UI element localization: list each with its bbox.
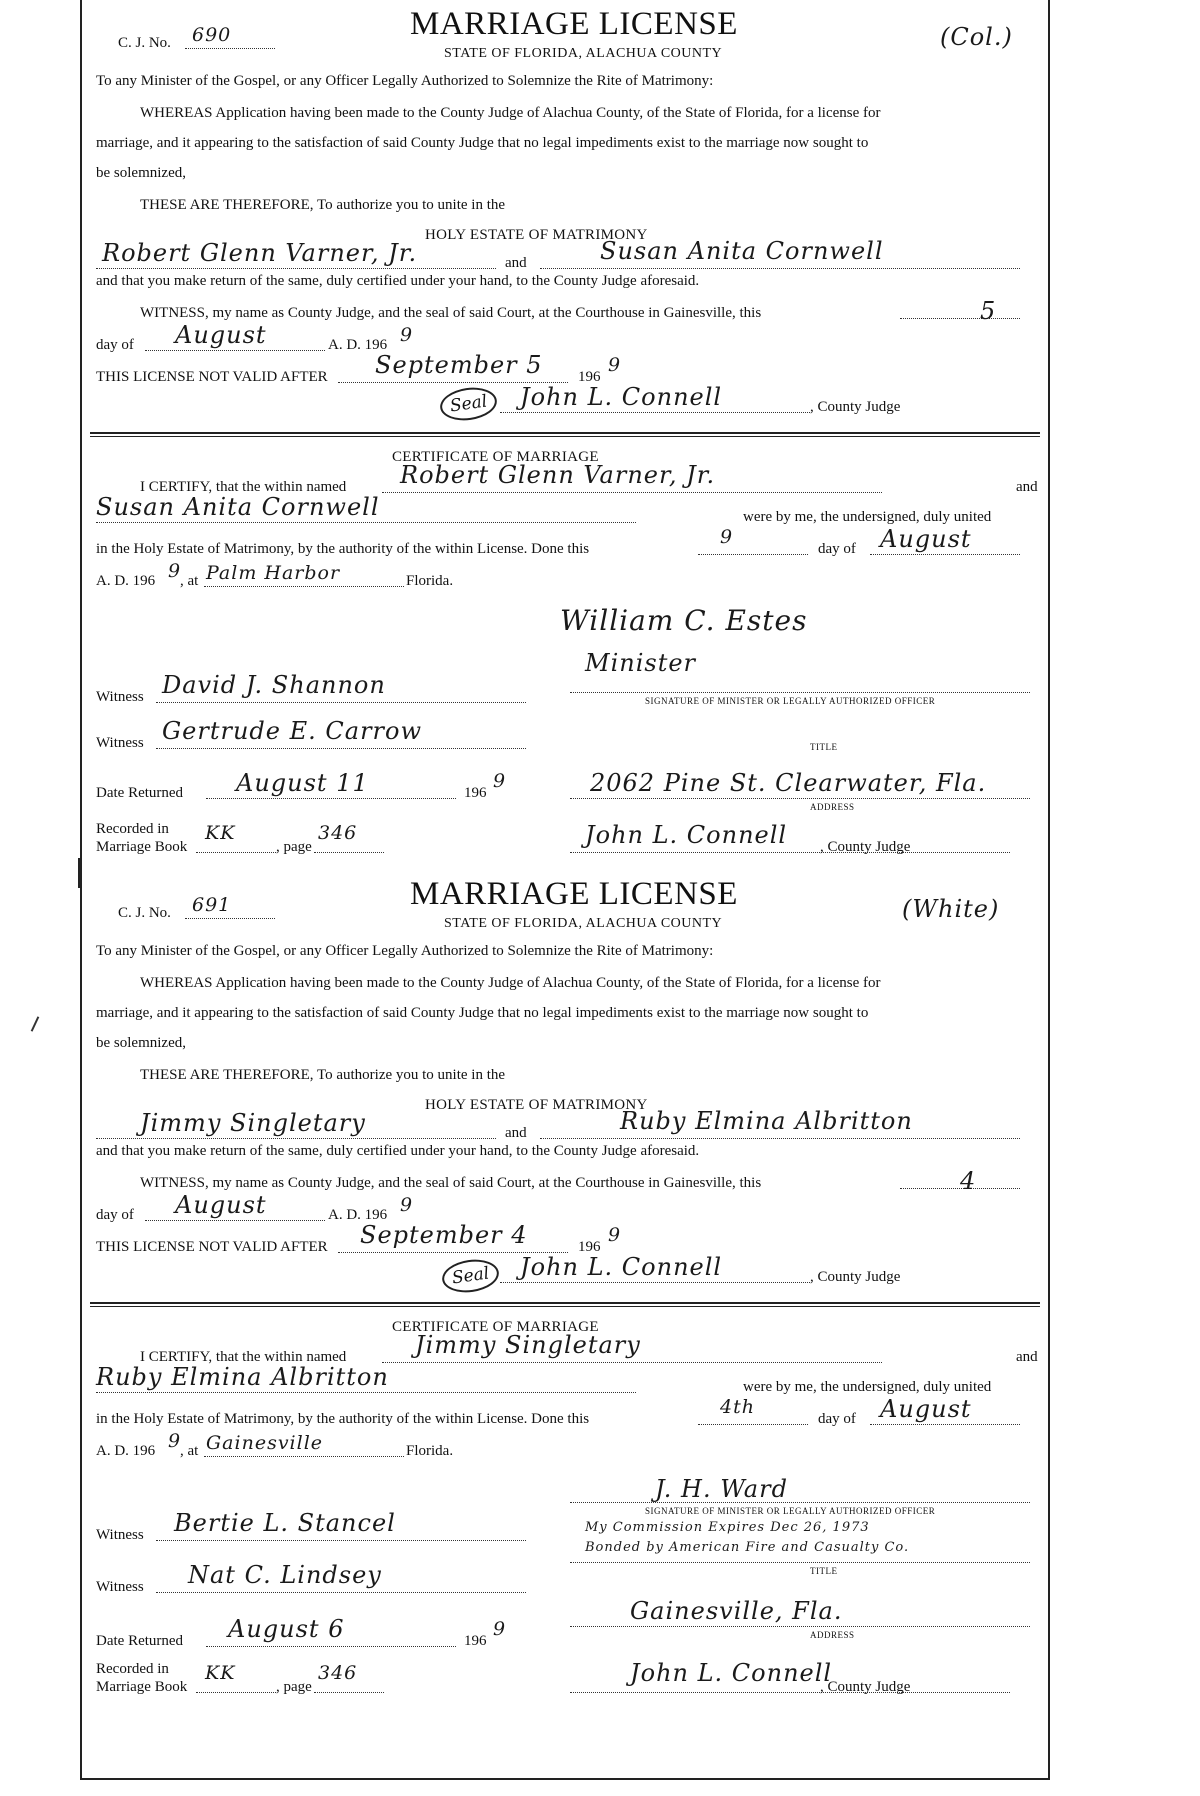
divider-rule-thin — [90, 1306, 1040, 1307]
page-label: , page — [276, 839, 312, 855]
judge-signature: John L. Connell — [520, 383, 723, 411]
not-valid-year: 9 — [608, 1224, 622, 1246]
date-returned-label: Date Returned — [96, 785, 184, 801]
certificate-heading: CERTIFICATE OF MARRIAGE — [392, 1319, 599, 1335]
cert-judge-signature-line — [570, 852, 1010, 853]
whereas-line-1: WHEREAS Application having been made to the County Judge of Alachua County, of the State of Florida, for a license for — [140, 105, 881, 121]
divider-rule — [90, 432, 1040, 434]
cert-groom-name: Robert Glenn Varner, Jr. — [400, 461, 716, 489]
witness-line: WITNESS, my name as County Judge, and the seal of said Court, at the Courthouse in Gainesville, this — [140, 1175, 762, 1191]
witness-day: 5 — [980, 297, 997, 325]
cert-county-judge-label: , County Judge — [820, 839, 911, 855]
date-returned-line — [206, 798, 456, 799]
not-valid-label: THIS LICENSE NOT VALID AFTER — [96, 369, 328, 385]
not-valid-date: September 4 — [360, 1221, 528, 1249]
ad-label: A. D. 196 — [328, 337, 388, 353]
whereas-line-3: be solemnized, — [96, 165, 186, 181]
month-line — [145, 1220, 325, 1221]
date-returned-line — [206, 1646, 456, 1647]
address-line: To any Minister of the Gospel, or any Officer Legally Authorized to Solemnize the Rite of Matrimony: — [96, 943, 714, 959]
judge-signature-line — [500, 412, 810, 413]
race-note: (White) — [902, 895, 1000, 923]
witness-1-label: Witness — [96, 689, 144, 705]
cert-at-label: , at — [180, 1443, 199, 1459]
cert-ad-label: A. D. 196 — [96, 1443, 156, 1459]
witness-day: 4 — [960, 1167, 977, 1195]
place-line — [204, 586, 404, 587]
done-day: 4th — [720, 1396, 755, 1418]
cert-bride-line — [96, 1392, 636, 1393]
license-subtitle: STATE OF FLORIDA, ALACHUA COUNTY — [444, 916, 723, 931]
day-of-label: day of — [96, 337, 134, 353]
witness-2-name: Nat C. Lindsey — [188, 1561, 382, 1589]
groom-name: Robert Glenn Varner, Jr. — [102, 239, 418, 267]
ad-label: A. D. 196 — [328, 1207, 388, 1223]
officer-signature: William C. Estes — [560, 604, 808, 637]
returned-year-label: 196 — [464, 785, 487, 801]
bride-name: Ruby Elmina Albritton — [620, 1107, 913, 1135]
certify-label: I CERTIFY, that the within named — [140, 1349, 347, 1365]
place-name: Gainesville — [206, 1432, 324, 1454]
cj-number: 690 — [192, 24, 232, 46]
book-line — [196, 852, 276, 853]
groom-name: Jimmy Singletary — [140, 1109, 366, 1137]
officer-signature-line — [570, 1502, 1030, 1503]
license-year: 9 — [400, 1194, 414, 1216]
officer-signature-line — [570, 692, 1030, 693]
divider-rule — [90, 1302, 1040, 1304]
and-label: and — [505, 1125, 527, 1141]
holy-estate-heading: HOLY ESTATE OF MATRIMONY — [425, 227, 648, 243]
whereas-line-3: be solemnized, — [96, 1035, 186, 1051]
title-caption: TITLE — [810, 742, 838, 752]
done-month: August — [880, 525, 972, 553]
witness-1-label: Witness — [96, 1527, 144, 1543]
frame-left-border — [80, 0, 82, 1778]
cert-year: 9 — [168, 1430, 182, 1452]
returned-year: 9 — [493, 770, 507, 792]
frame-mid-mark — [78, 858, 80, 888]
seal-stamp: Seal — [438, 384, 499, 424]
page-line — [314, 1692, 384, 1693]
witness-1-name: Bertie L. Stancel — [174, 1509, 396, 1537]
cert-and-label: and — [1016, 479, 1038, 495]
returned-year: 9 — [493, 1618, 507, 1640]
address-line: To any Minister of the Gospel, or any Officer Legally Authorized to Solemnize the Rite of Matrimony: — [96, 73, 714, 89]
certify-label: I CERTIFY, that the within named — [140, 479, 347, 495]
divider-rule-thin — [90, 436, 1040, 437]
recorded-in-label: Recorded in — [96, 821, 169, 837]
cert-day-of-label: day of — [818, 1411, 856, 1427]
cj-number: 691 — [192, 894, 232, 916]
recorded-in-label: Recorded in — [96, 1661, 169, 1677]
holy-estate-heading: HOLY ESTATE OF MATRIMONY — [425, 1097, 648, 1113]
united-label: were by me, the undersigned, duly united — [743, 509, 992, 525]
seal-stamp: Seal — [440, 1256, 501, 1296]
place-line — [204, 1456, 404, 1457]
date-returned: August 11 — [236, 769, 369, 797]
license-month: August — [175, 321, 267, 349]
returned-year-label: 196 — [464, 1633, 487, 1649]
groom-line — [96, 268, 496, 269]
groom-line — [96, 1138, 496, 1139]
page-value: 346 — [318, 1662, 358, 1684]
license-year: 9 — [400, 324, 414, 346]
whereas-line-2: marriage, and it appearing to the satisfaction of said County Judge that no legal impediments exist to the marriage now sought to — [96, 1005, 869, 1021]
date-returned-label: Date Returned — [96, 1633, 184, 1649]
witness-2-label: Witness — [96, 1579, 144, 1595]
date-returned: August 6 — [228, 1615, 345, 1643]
frame-right-border — [1048, 0, 1050, 1778]
cert-groom-line — [382, 1362, 882, 1363]
cert-day-of-label: day of — [818, 541, 856, 557]
cert-at-label: , at — [180, 573, 199, 589]
judge-signature: John L. Connell — [520, 1253, 723, 1281]
officer-title: Minister — [585, 649, 697, 677]
marriage-book-label: Marriage Book — [96, 1679, 188, 1695]
license-title: MARRIAGE LICENSE — [410, 6, 738, 42]
witness-line: WITNESS, my name as County Judge, and the seal of said Court, at the Courthouse in Gainesville, this — [140, 305, 762, 321]
whereas-line-1: WHEREAS Application having been made to the County Judge of Alachua County, of the State of Florida, for a license for — [140, 975, 881, 991]
license-month: August — [175, 1191, 267, 1219]
witness-2-line — [156, 1592, 526, 1593]
witness-2-name: Gertrude E. Carrow — [162, 717, 423, 745]
done-month-line — [870, 1424, 1020, 1425]
certificate-heading: CERTIFICATE OF MARRIAGE — [392, 449, 599, 465]
witness-1-name: David J. Shannon — [162, 671, 386, 699]
bride-line — [540, 1138, 1020, 1139]
and-label: and — [505, 255, 527, 271]
return-line: and that you make return of the same, duly certified under your hand, to the County Judge aforesaid. — [96, 1143, 700, 1159]
cj-number-line — [185, 48, 275, 49]
cert-judge-signature: John L. Connell — [630, 1659, 833, 1687]
officer-address: Gainesville, Fla. — [630, 1597, 843, 1625]
margin-pen-mark — [31, 1016, 40, 1031]
judge-signature-line — [500, 1282, 810, 1283]
cert-judge-signature-line — [570, 1692, 1010, 1693]
title-caption: TITLE — [810, 1566, 838, 1576]
cert-year: 9 — [168, 560, 182, 582]
florida-label: Florida. — [406, 573, 454, 589]
officer-address: 2062 Pine St. Clearwater, Fla. — [590, 769, 987, 797]
united-label: were by me, the undersigned, duly united — [743, 1379, 992, 1395]
not-valid-label: THIS LICENSE NOT VALID AFTER — [96, 1239, 328, 1255]
bride-line — [540, 268, 1020, 269]
witness-2-line — [156, 748, 526, 749]
address-line — [570, 1626, 1030, 1627]
officer-caption: SIGNATURE OF MINISTER OR LEGALLY AUTHORIZED OFFICER — [645, 696, 936, 706]
witness-1-line — [156, 702, 526, 703]
cert-bride-line — [96, 522, 636, 523]
license-title: MARRIAGE LICENSE — [410, 876, 738, 912]
cert-and-label: and — [1016, 1349, 1038, 1365]
bride-name: Susan Anita Cornwell — [600, 237, 884, 265]
done-month: August — [880, 1395, 972, 1423]
race-note: (Col.) — [940, 23, 1013, 51]
cert-bride-name: Susan Anita Cornwell — [96, 493, 380, 521]
officer-caption: SIGNATURE OF MINISTER OR LEGALLY AUTHORIZED OFFICER — [645, 1506, 936, 1516]
place-name: Palm Harbor — [206, 562, 341, 584]
cert-bride-name: Ruby Elmina Albritton — [96, 1363, 389, 1391]
officer-title-line — [570, 1562, 1030, 1563]
book-value: KK — [205, 822, 236, 844]
address-caption: ADDRESS — [810, 802, 855, 812]
page-label: , page — [276, 1679, 312, 1695]
not-valid-year-label: 196 — [578, 369, 601, 385]
cert-ad-label: A. D. 196 — [96, 573, 156, 589]
whereas-line-2: marriage, and it appearing to the satisfaction of said County Judge that no legal impediments exist to the marriage now sought to — [96, 135, 869, 151]
page-line — [314, 852, 384, 853]
done-day-line — [698, 554, 808, 555]
page-value: 346 — [318, 822, 358, 844]
cj-label: C. J. No. — [118, 905, 171, 921]
done-day: 9 — [720, 526, 734, 548]
month-line — [145, 350, 325, 351]
witness-2-label: Witness — [96, 735, 144, 751]
marriage-book-label: Marriage Book — [96, 839, 188, 855]
not-valid-year-label: 196 — [578, 1239, 601, 1255]
witness-day-line — [900, 318, 1020, 319]
address-caption: ADDRESS — [810, 1630, 855, 1640]
officer-title: My Commission Expires Dec 26, 1973 — [585, 1520, 870, 1535]
county-judge-label: , County Judge — [810, 1269, 901, 1285]
license-subtitle: STATE OF FLORIDA, ALACHUA COUNTY — [444, 46, 723, 61]
cj-label: C. J. No. — [118, 35, 171, 51]
cert-judge-signature: John L. Connell — [585, 821, 788, 849]
holy-estate-line: in the Holy Estate of Matrimony, by the authority of the within License. Done this — [96, 541, 590, 557]
officer-signature: J. H. Ward — [655, 1475, 788, 1503]
officer-title-2: Bonded by American Fire and Casualty Co. — [585, 1540, 910, 1555]
florida-label: Florida. — [406, 1443, 454, 1459]
cert-groom-name: Jimmy Singletary — [415, 1331, 641, 1359]
therefore-line: THESE ARE THEREFORE, To authorize you to unite in the — [140, 197, 506, 213]
frame-bottom-border — [80, 1778, 1050, 1780]
cert-groom-line — [382, 492, 882, 493]
witness-1-line — [156, 1540, 526, 1541]
book-line — [196, 1692, 276, 1693]
done-day-line — [698, 1424, 808, 1425]
done-month-line — [870, 554, 1020, 555]
return-line: and that you make return of the same, duly certified under your hand, to the County Judge aforesaid. — [96, 273, 700, 289]
holy-estate-line: in the Holy Estate of Matrimony, by the authority of the within License. Done this — [96, 1411, 590, 1427]
address-line — [570, 798, 1030, 799]
not-valid-year: 9 — [608, 354, 622, 376]
county-judge-label: , County Judge — [810, 399, 901, 415]
cert-county-judge-label: , County Judge — [820, 1679, 911, 1695]
day-of-label: day of — [96, 1207, 134, 1223]
therefore-line: THESE ARE THEREFORE, To authorize you to unite in the — [140, 1067, 506, 1083]
cj-number-line — [185, 918, 275, 919]
book-value: KK — [205, 1662, 236, 1684]
not-valid-date: September 5 — [375, 351, 543, 379]
